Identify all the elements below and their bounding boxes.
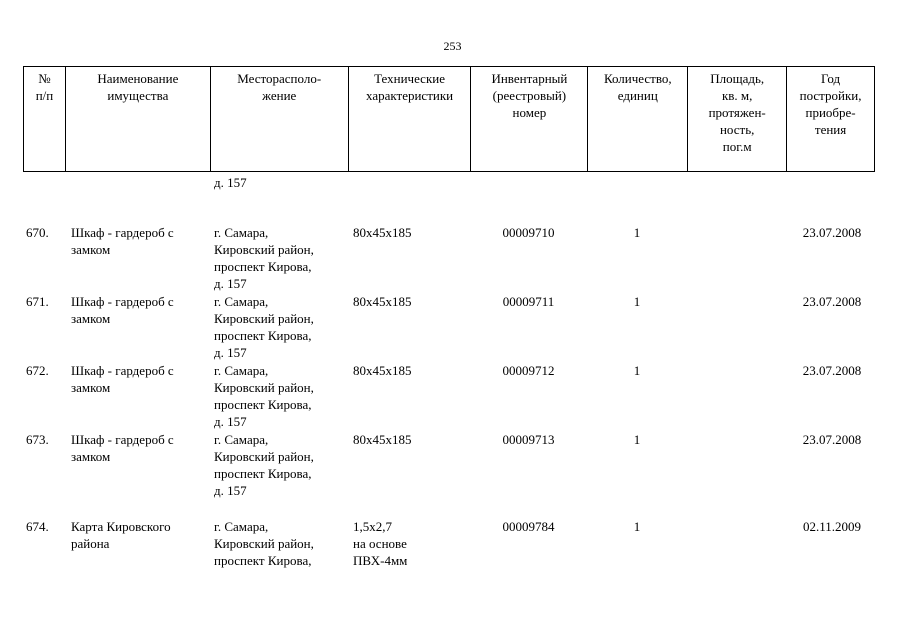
header-year: Год постройки, приобре- тения xyxy=(787,67,875,171)
row-inventory: 00009713 xyxy=(502,432,555,447)
row-specs: 80х45х185 xyxy=(353,225,412,240)
row-number: 670. xyxy=(26,225,49,240)
row-inventory: 00009711 xyxy=(502,294,555,309)
row-quantity: 1 xyxy=(633,519,641,534)
row-number: 672. xyxy=(26,363,49,378)
continuation-text: д. 157 xyxy=(214,175,247,190)
header-inventory: Инвентарный (реестровый) номер xyxy=(471,67,588,171)
row-location: г. Самара, Кировский район, проспект Кирова, д. 157 xyxy=(214,294,314,360)
row-inventory: 00009712 xyxy=(502,363,555,378)
header-area: Площадь, кв. м, протяжен- ность, пог.м xyxy=(688,67,787,171)
header-location: Месторасполо- жение xyxy=(211,67,349,171)
row-name: Шкаф - гардероб с замком xyxy=(71,225,174,257)
row-location: г. Самара, Кировский район, проспект Кирова, д. 157 xyxy=(214,432,314,498)
page-number: 253 xyxy=(443,39,462,53)
row-location: г. Самара, Кировский район, проспект Кирова, д. 157 xyxy=(214,225,314,291)
row-name: Шкаф - гардероб с замком xyxy=(71,432,174,464)
row-name: Шкаф - гардероб с замком xyxy=(71,363,174,395)
row-year: 23.07.2008 xyxy=(802,225,862,240)
row-name: Карта Кировского района xyxy=(71,519,171,551)
row-location: г. Самара, Кировский район, проспект Кирова, xyxy=(214,519,314,568)
row-year: 02.11.2009 xyxy=(802,519,862,534)
row-quantity: 1 xyxy=(633,432,641,447)
row-specs: 1,5х2,7 на основе ПВХ-4мм xyxy=(353,519,408,568)
row-quantity: 1 xyxy=(633,294,641,309)
header-specs: Технические характеристики xyxy=(349,67,472,171)
row-year: 23.07.2008 xyxy=(802,294,862,309)
row-quantity: 1 xyxy=(633,225,641,240)
row-number: 674. xyxy=(26,519,49,534)
row-name: Шкаф - гардероб с замком xyxy=(71,294,174,326)
row-specs: 80х45х185 xyxy=(353,363,412,378)
row-specs: 80х45х185 xyxy=(353,294,412,309)
row-location: г. Самара, Кировский район, проспект Кирова, д. 157 xyxy=(214,363,314,429)
row-number: 671. xyxy=(26,294,49,309)
header-name: Наименование имущества xyxy=(66,67,211,171)
row-number: 673. xyxy=(26,432,49,447)
row-specs: 80х45х185 xyxy=(353,432,412,447)
row-inventory: 00009710 xyxy=(502,225,555,240)
table-header xyxy=(23,66,875,172)
row-inventory: 00009784 xyxy=(502,519,555,534)
row-year: 23.07.2008 xyxy=(802,363,862,378)
row-quantity: 1 xyxy=(633,363,641,378)
row-year: 23.07.2008 xyxy=(802,432,862,447)
header-quantity: Количество, единиц xyxy=(588,67,688,171)
header-number: № п/п xyxy=(24,67,66,171)
